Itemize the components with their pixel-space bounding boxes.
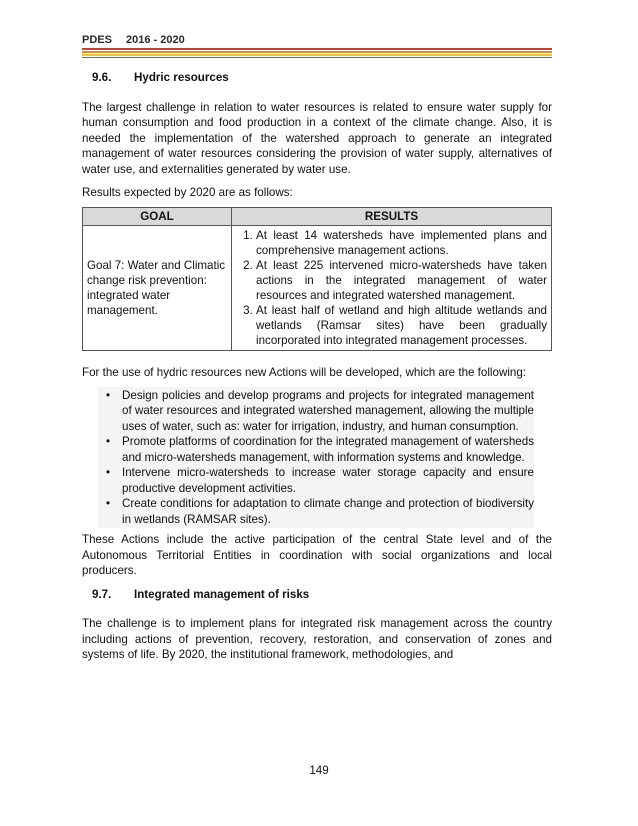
action-text: Design policies and develop programs and projects for integrated management of water resources and integrated watershed management, allowing the multiple uses of water, such as: water for irrigation, industry, and human consumption. xyxy=(122,388,534,433)
page-header xyxy=(82,34,552,68)
header-stripe-red xyxy=(82,48,552,50)
paragraph-water-challenge: The largest challenge in relation to water resources is related to ensure water supply for human consumption and food production in a context of the climate change. Also, it is needed the implementation of the watershed approach to generate an integrated management of water resources considering the provision of water supply, alternatives of water use, and externalities generated by water use. xyxy=(82,100,552,176)
list-item xyxy=(106,388,534,435)
result-item: 1. At least 14 watersheds have implemented plans and comprehensive management actions. xyxy=(256,228,547,258)
header-stripe-yellow xyxy=(82,54,552,56)
bullet-icon: • xyxy=(106,435,111,448)
table-header-row xyxy=(83,207,552,226)
list-item xyxy=(106,434,534,465)
header-brand: PDES xyxy=(82,34,112,46)
section-number: 9.6. xyxy=(92,71,112,84)
actions-list xyxy=(98,388,534,528)
section-number: 9.7. xyxy=(92,587,112,601)
action-text: Intervene micro-watersheds to increase water storage capacity and ensure productive development activities. xyxy=(122,466,534,495)
bullet-icon: • xyxy=(106,497,111,510)
results-cell xyxy=(232,226,552,351)
results-list xyxy=(236,228,547,348)
table-row xyxy=(83,226,552,351)
result-item: 3. At least half of wetland and high altitude wetlands and wetlands (Ramsar sites) have been gradually incorporated into integrated management processes. xyxy=(256,303,547,348)
action-text: Create conditions for adaptation to climate change and protection of biodiversity in wetlands (RAMSAR sites). xyxy=(122,497,534,526)
bullet-icon: • xyxy=(106,466,111,479)
result-item: 2. At least 225 intervened micro-watersheds have taken actions in the integrated management of water resources and integrated watershed management. xyxy=(256,258,547,303)
page-number: 149 xyxy=(309,764,329,777)
actions-box xyxy=(98,387,534,529)
section-title: Hydric resources xyxy=(134,71,229,84)
header-title xyxy=(82,34,185,46)
header-years: 2016 - 2020 xyxy=(125,34,185,46)
paragraph-actions-participation: These Actions include the active participation of the central State level and of the Autonomous Territorial Entities in coordination with social organizations and local producers. xyxy=(82,533,552,577)
actions-intro: For the use of hydric resources new Actions will be developed, which are the following: xyxy=(82,366,527,379)
goals-results-table xyxy=(82,207,552,352)
section-heading-96 xyxy=(92,70,552,86)
list-item xyxy=(106,496,534,527)
page-content xyxy=(82,70,552,663)
action-text: Promote platforms of coordination for the integrated management of watersheds and micro-watersheds management, with information systems and knowledge. xyxy=(122,435,534,464)
header-stripe-orange xyxy=(82,51,552,53)
section-heading-97 xyxy=(92,587,552,603)
paragraph-risk-challenge: The challenge is to implement plans for integrated risk management across the country including actions of prevention, recovery, restoration, and conservation of zones and systems of life. By 2020, the institutional framework, methodologies, and xyxy=(82,617,552,661)
goal-cell: Goal 7: Water and Climatic change risk prevention: integrated water management. xyxy=(83,226,232,351)
results-intro: Results expected by 2020 are as follows: xyxy=(82,186,293,199)
header-stripe-green xyxy=(82,57,552,58)
section-title: Integrated management of risks xyxy=(134,587,310,601)
table-header-goal: GOAL xyxy=(83,207,232,226)
table-header-results: RESULTS xyxy=(232,207,552,226)
bullet-icon: • xyxy=(106,388,111,402)
list-item xyxy=(106,465,534,496)
